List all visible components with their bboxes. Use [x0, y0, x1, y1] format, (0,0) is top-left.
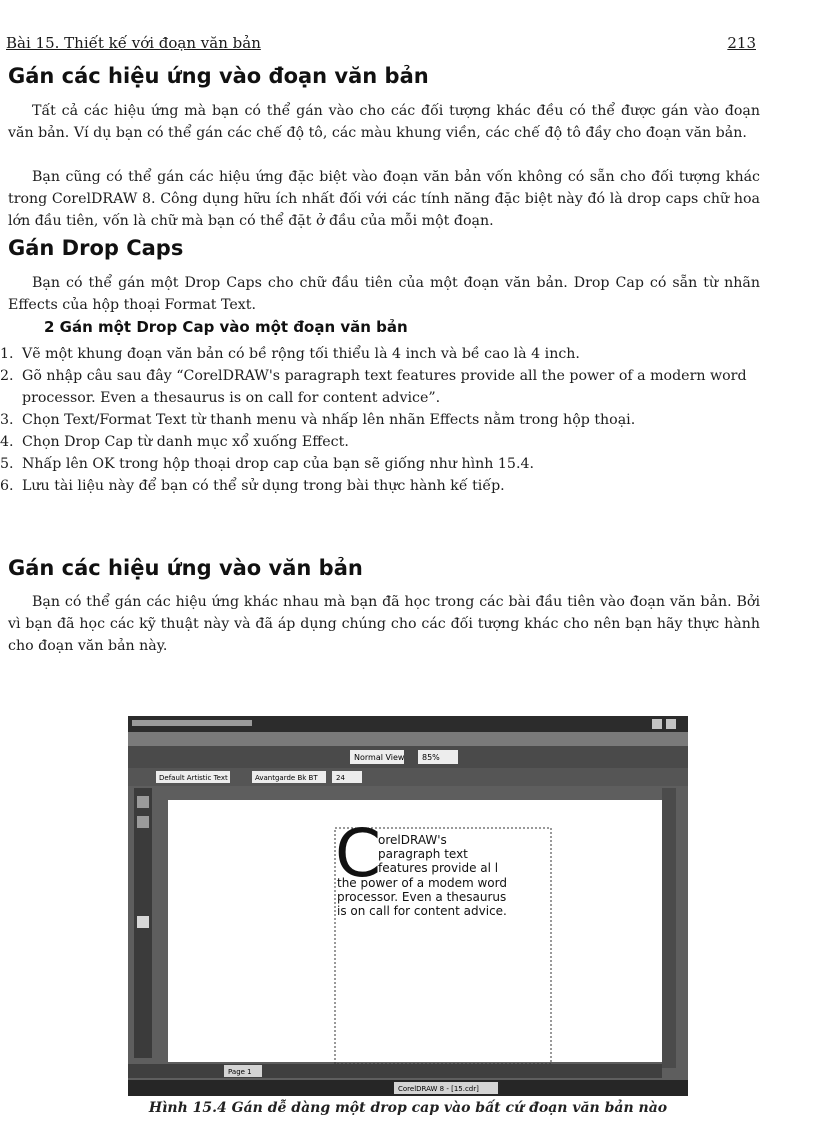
step-text: Gõ nhập câu sau đây “CorelDRAW's paragraph text features provide all the power of a modern word processor. Even a thesaurus is on call for content advice”.	[22, 368, 747, 406]
page-tab-bar	[128, 1064, 662, 1078]
page-number: 213	[727, 34, 756, 52]
shape-tool-icon[interactable]	[137, 816, 149, 828]
heading-effects-text: Gán các hiệu ứng vào văn bản	[8, 556, 363, 580]
font-size-label: 24	[336, 774, 345, 782]
paragraph: Bạn có thể gán một Drop Caps cho chữ đầu tiên của một đoạn văn bản. Drop Cap có sẵn từ nhãn Effects của hộp thoại Format Text.	[8, 275, 760, 313]
step-text: Chọn Text/Format Text từ thanh menu và nhấp lên nhãn Effects nằm trong hộp thoại.	[22, 412, 636, 428]
step-item	[0, 431, 760, 453]
frame-text-line: processor. Even a thesaurus	[337, 890, 507, 904]
step-number: 4.	[0, 434, 14, 450]
step-text: Nhấp lên OK trong hộp thoại drop cap của bạn sẽ giống như hình 15.4.	[22, 456, 534, 472]
zoom-label: 85%	[422, 753, 440, 762]
step-item	[0, 365, 760, 409]
step-text: Vẽ một khung đoạn văn bản có bề rộng tối thiểu là 4 inch và bề cao là 4 inch.	[22, 346, 580, 362]
step-number: 3.	[0, 412, 14, 428]
step-number: 6.	[0, 478, 14, 494]
frame-text-line: paragraph text	[378, 847, 468, 861]
step-text: Lưu tài liệu này để bạn có thể sử dụng trong bài thực hành kế tiếp.	[22, 478, 505, 494]
figure-caption: Hình 15.4 Gán dễ dàng một drop cap vào bất cứ đoạn văn bản nào	[148, 1100, 668, 1116]
pick-tool-icon[interactable]	[137, 796, 149, 808]
frame-text-line: features provide al l	[378, 861, 499, 875]
procedure-title: 2 Gán một Drop Cap vào một đoạn văn bản	[44, 318, 408, 336]
minimize-icon[interactable]	[652, 719, 662, 729]
step-item	[0, 343, 760, 365]
color-palette[interactable]	[662, 788, 676, 1068]
close-icon[interactable]	[666, 719, 676, 729]
step-item	[0, 475, 760, 497]
taskbar-app-label: CorelDRAW 8 - [15.cdr]	[398, 1085, 479, 1093]
paragraph: Bạn có thể gán các hiệu ứng khác nhau mà bạn đã học trong các bài đầu tiên vào đoạn văn bản. Bởi vì bạn đã học các kỹ thuật này và đã áp dụng chúng cho các đối tượng khác cho nên bạn hãy thực hành cho đoạn văn bản này.	[8, 594, 760, 654]
step-text: Chọn Drop Cap từ danh mục xổ xuống Effect.	[22, 434, 349, 450]
step-item	[0, 453, 760, 475]
font-label: Avantgarde Bk BT	[255, 774, 318, 782]
standard-toolbar	[128, 746, 688, 768]
frame-text-line: the power of a modem word	[337, 876, 507, 890]
chapter-title: Bài 15. Thiết kế với đoạn văn bản	[6, 34, 261, 52]
step-number: 2.	[0, 368, 14, 384]
figure-screenshot	[128, 716, 688, 1096]
step-number: 5.	[0, 456, 14, 472]
text-tool-icon[interactable]	[137, 916, 149, 928]
paragraph: Bạn cũng có thể gán các hiệu ứng đặc biệt vào đoạn văn bản vốn không có sẵn cho đối tượng khác trong CorelDRAW 8. Công dụng hữu ích nhất đối với các tính năng đặc biệt này đó là drop caps chữ hoa lớn đầu tiên, vốn là chữ mà bạn có thể đặt ở đầu của mỗi một đoạn.	[8, 169, 760, 229]
frame-text-line: is on call for content advice.	[337, 904, 507, 918]
drop-cap: C	[335, 815, 382, 892]
step-item	[0, 409, 760, 431]
coreldraw-window	[128, 716, 688, 1096]
step-number: 1.	[0, 346, 14, 362]
running-head	[6, 34, 756, 52]
step-list	[0, 343, 760, 497]
paragraph: Tất cả các hiệu ứng mà bạn có thể gán vào cho các đối tượng khác đều có thể được gán vào đoạn văn bản. Ví dụ bạn có thể gán các chế độ tô, các màu khung viền, các chế độ tô đầy cho đoạn văn bản.	[8, 103, 760, 141]
heading-effects-paragraph: Gán các hiệu ứng vào đoạn văn bản	[8, 64, 429, 88]
view-mode-label: Normal View	[354, 753, 405, 762]
frame-text-line: orelDRAW's	[378, 833, 447, 847]
heading-drop-caps: Gán Drop Caps	[8, 236, 184, 260]
page-tab-label: Page 1	[228, 1068, 252, 1076]
style-label: Default Artistic Text	[159, 774, 228, 782]
menu-bar	[128, 732, 688, 746]
